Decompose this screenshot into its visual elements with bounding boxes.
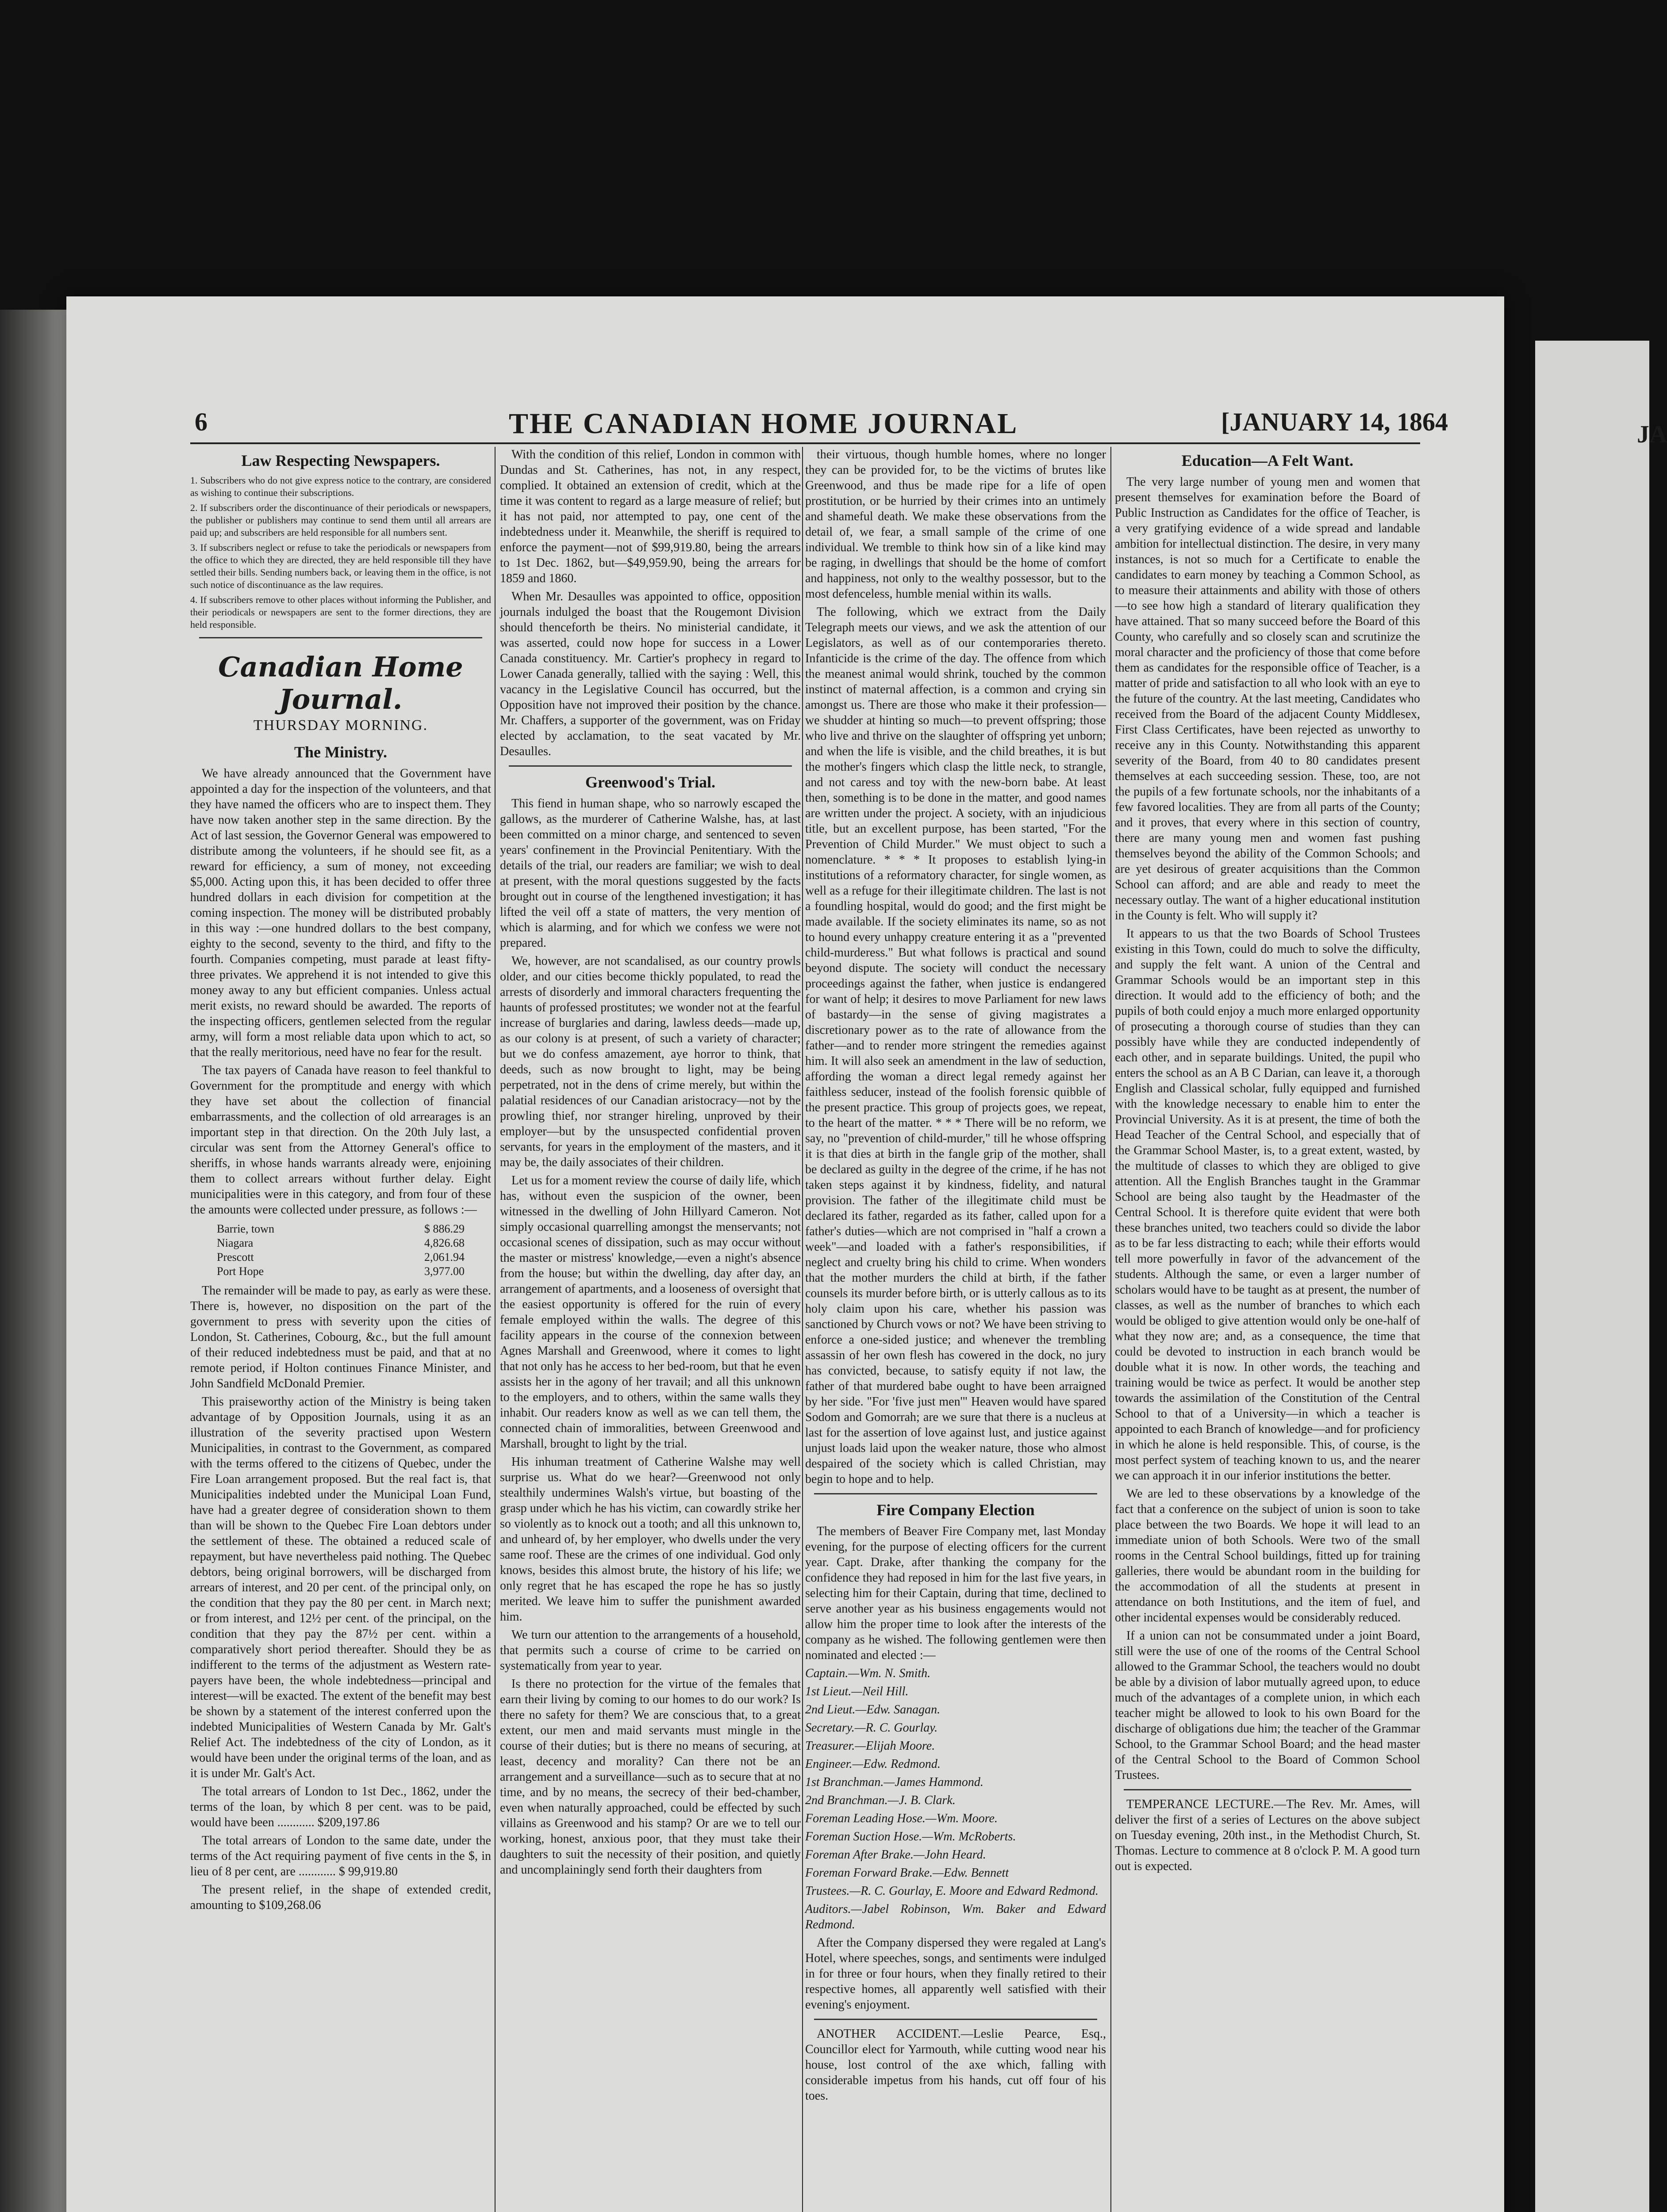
- amount: 2,061.94: [424, 1251, 465, 1263]
- list-item: 1st Lieut.—Neil Hill.: [805, 1685, 909, 1698]
- column-2: [500, 447, 801, 2212]
- paragraph: The total arrears of London to 1st Dec., 1862, under the terms of the loan, by which 8 per cent. was to be paid, would have been ............ $209,197.86: [190, 1785, 491, 1829]
- table-row: [217, 1222, 465, 1236]
- notice-title: Law Respecting Newspapers.: [241, 452, 440, 469]
- divider: [509, 765, 792, 767]
- amount: 3,977.00: [424, 1265, 465, 1278]
- paragraph: Is there no protection for the virtue of the females that earn their living by coming to our homes to do our work? Is there no safety for them? We are conscious that, to a great extent, our men and maid servants must mingle in the course of their duties; but is there no means of securing, at least, decency and morality? Can there not be an arrangement and a surveillance—such as to secure that at no time, and by no means, the secrecy of their bed-chamber, even when naturally approached, could be effected by such villains as Greenwood and his stamp? Or are we to tell our working, honest, anxious poor, that they must take their daughters to suit the necessity of their position, and quietly and uncomplainingly send forth their daughters from: [500, 1677, 801, 1877]
- column-4: [1115, 447, 1420, 2212]
- list-item: Engineer.—Edw. Redmond.: [805, 1757, 941, 1771]
- list-item: Foreman After Brake.—John Heard.: [805, 1848, 986, 1862]
- paragraph: It appears to us that the two Boards of School Trustees existing in this Town, could do much to solve the difficulty, and supply the felt want. A union of the Central and Grammar Schools would be an important step in this direction. It would add to the efficiency of both; and the pupils of both could enjoy a much more enlarged opportunity of prosecuting a thorough course of studies than they can possibly have while they are conducted independently of each other, and in separate buildings. United, the pupil who enters the school as an A B C Darian, can leave it, a thorough English and Classical scholar, fully equipped and furnished with the knowledge necessary to enable him to enter the Provincial University. As it is at present, the time of both the Head Teacher of the Central School, and especially that of the Grammar School Master, is, to a great extent, wasted, by the multitude of classes to which they are obliged to give attention. All the English Branches taught in the Grammar School are being also taught by the Headmaster of the Central School. It is therefore quite evident that were both these branches united, two teachers could so divide the labor as to be far less distracting to each; while their efforts would tell more powerfully in favor of the advancement of the students. Although the same, or even a larger number of scholars would have to be taught as at present, the number of classes, as well as the number of branches to which each would be obliged to give attention would only be one-half of what they now are; and, as a consequence, the time that could be devoted to instruction in each branch would be double what it is now. In other words, the teaching and training would be twice as perfect. It would be another step towards the assimilation of the Constitution of the Central School to that of a University—in which a teacher is appointed to each Branch of knowledge—and for proficiency in which he alone is held responsible. This, of course, is the most perfect system of teaching known to us, and the nearer we can approach it in our inferior institutions the better.: [1115, 927, 1420, 1482]
- paragraph: This praiseworthy action of the Ministry is being taken advantage of by Opposition Journals, using it as an illustration of the severity practised upon Western Municipalities, in contrast to the Government, as compared with the terms offered to the citizens of Quebec, under the Fire Loan arrangement proposed. But the real fact is, that Municipalities indebted under the Municipal Loan Fund, have had a greater degree of consideration shown to them than will be shown to the Quebec Fire Loan debtors under the settlement of these. The obtained a reduced scale of repayment, but have nevertheless paid nothing. The Quebec debtors, being original borrowers, will be discharged from arrears of interest, and 20 per cent. of the principal only, on the condition that they pay the 80 per cent. in March next; or from interest, and 12½ per cent. of the principal, on the condition that they pay the 87½ per cent. within a comparatively short period thereafter. Should they be as indifferent to the terms of the adjustment as Western rate-payers have been, the whole indebtedness—principal and interest—will be exacted. The extent of the benefit may best be shown by a statement of the interest conferred upon the indebted Municipalities of Western Canada by Mr. Galt's Relief Act. The indebtedness of the city of London, as it would have been under the original terms of the loan, and as it is under Mr. Galt's Act.: [190, 1395, 491, 1780]
- left-page-edge: [0, 310, 66, 2212]
- paragraph: The remainder will be made to pay, as early as were these. There is, however, no disposition on the part of the government to press with severity upon the cities of London, St. Catherines, Cobourg, &c., but the full amount of their reduced indebtedness must be paid, and that at no remote period, if Holton continues Finance Minister, and John Sandfield McDonald Premier.: [190, 1284, 491, 1390]
- officers-list: [805, 1666, 1106, 1932]
- article-title: Education—A Felt Want.: [1181, 452, 1354, 469]
- column-rule: [802, 447, 803, 2212]
- paragraph: The total arrears of London to the same date, under the terms of the Act requiring payment of five cents in the $, in lieu of 8 per cent, are ............ $ 99,919.80: [190, 1834, 491, 1878]
- notice-item: 1. Subscribers who do not give express notice to the contrary, are considered as wishing to continue their subscriptions.: [190, 475, 491, 498]
- paragraph: ANOTHER ACCIDENT.—Leslie Pearce, Esq., Councillor elect for Yarmouth, while cutting wood near his house, lost control of the axe which, falling with considerable impetus from his hands, cut off four of his toes.: [805, 2027, 1106, 2103]
- paragraph: We are led to these observations by a knowledge of the fact that a conference on the subject of union is soon to take place between the two Boards. We hope it will lead to an immediate union of both Schools. Were two of the small rooms in the Central School buildings, fitted up for training galleries, there would be abundant room in the building for the accommodation of all the students at present in attendance on both Institutions, and the item of fuel, and other incidental expenses would be considerably reduced.: [1115, 1487, 1420, 1624]
- adjacent-page: [1535, 341, 1649, 2212]
- list-item: 2nd Branchman.—J. B. Clark.: [805, 1793, 956, 1807]
- paragraph: With the condition of this relief, London in common with Dundas and St. Catherines, has not, in any respect, complied. It obtained an extension of credit, which at the time it was content to regard as a large measure of relief; but it has not paid, nor attempted to pay, one cent of the indebtedness under it. Meanwhile, the sheriff is required to enforce the payment—not of $99,919.80, being the arrears to 1st Dec. 1862, but—$49,959.90, being the arrears for 1859 and 1860.: [500, 448, 801, 585]
- list-item: Foreman Leading Hose.—Wm. Moore.: [805, 1812, 998, 1825]
- table-row: [217, 1236, 465, 1250]
- paragraph: their virtuous, though humble homes, where no longer they can be provided for, to be the victims of brutes like Greenwood, and thus be made ripe for a life of open prostitution, or be hurried by their crimes into an untimely and shameful death. We make these observations from the detail of, we fear, a small sample of the crime of one individual. We tremble to think how sin of a like kind may be raging, in dwellings that should be the home of comfort and happiness, not only to the wealthy possessor, but to the most defenceless, humble menial within its walls.: [805, 448, 1106, 601]
- paragraph: This fiend in human shape, who so narrowly escaped the gallows, as the murderer of Catherine Walshe, has, at last been committed on a minor charge, and sentenced to seven years' confinement in the Provincial Penitentiary. With the details of the trial, our readers are familiar; we wish to deal at present, with the moral questions suggested by the facts brought out in course of the lengthened investigation; it has lifted the veil off a state of matters, the very mention of which is alarming, and for which we confess we were not prepared.: [500, 797, 801, 950]
- list-item: Secretary.—R. C. Gourlay.: [805, 1721, 938, 1735]
- paragraph: If a union can not be consummated under a joint Board, still were the use of one of the rooms of the Central School allowed to the Grammar School, the teachers would no doubt be able by a division of labor mutually agreed upon, to educe much of the advantages of a complete union, in which each teacher might be allowed to look to his own Board for the discharge of obligations due him; the teacher of the Grammar School, to the Grammar School Board; and the head master of the Central School to the Board of Common School Trustees.: [1115, 1629, 1420, 1782]
- header-rule: [190, 442, 1420, 444]
- place: Niagara: [217, 1237, 254, 1249]
- list-item: Treasurer.—Elijah Moore.: [805, 1739, 935, 1753]
- amount: 4,826.68: [424, 1237, 465, 1249]
- place: Barrie, town: [217, 1222, 274, 1235]
- list-item: 1st Branchman.—James Hammond.: [805, 1775, 983, 1789]
- place: Prescott: [217, 1251, 254, 1263]
- divider: [199, 637, 482, 638]
- paragraph: Let us for a moment review the course of daily life, which has, without even the suspicion of the owner, been witnessed in the dwelling of John Hillyard Cameron. Not simply occasional quarrelling amongst the menservants; not occasional scenes of dissipation, such as may occur without the master or mistress' knowledge,—even a night's absence from the house; but within the dwelling, day after day, an arrangement of apartments, and a looseness of oversight that the easiest opportunity is offered for the ruin of every female employed within the walls. The degree of this facility appears in the course of the connexion between Agnes Marshall and Greenwood, where it comes to light that not only has he access to her bed-room, but that he even assists her in the agony of her travail; and all this unknown to the employers, and to others, within the same walls they inhabit. Our readers know as well as we can tell them, the connected chain of immoralities, between Greenwood and Marshall, brought to light by the trial.: [500, 1174, 801, 1451]
- article-title: Greenwood's Trial.: [585, 773, 715, 791]
- paragraph: We, however, are not scandalised, as our country prowls older, and our cities become thickly populated, to read the arrests of disorderly and immoral characters frequenting the haunts of professed prostitutes; we wonder not at the fearful increase of burglaries and daring, lawless deeds—made up, as our colony is at present, of such a variety of character; but we do confess amazement, aye horror to think, that deeds, such as now brought to light, may be being perpetrated, not in the dens of crime merely, but within the palatial residences of our Canadian aristocracy—not by the prowling thief, nor stranger hireling, unproved by their employer—but by the unsuspected confidential proven servants, for years in the employment of the masters, and it may be, the daily associates of their children.: [500, 954, 801, 1169]
- article-title: Fire Company Election: [876, 1501, 1035, 1519]
- paragraph: We have already announced that the Government have appointed a day for the inspection of the volunteers, and that they have named the officers who are to inspect them. They have now taken another step in the same direction. By the Act of last session, the Governor General was empowered to distribute among the volunteers, if he should see fit, as a reward for efficiency, a sum of money, not exceeding $5,000. Acting upon this, it has been decided to offer three hundred dollars in each division for competition at the coming inspection. The money will be distributed probably in this way :—one hundred dollars to the best company, eighty to the second, seventy to the third, and fifty to the fourth. Companies competing, must parade at least fifty-three privates. We apprehend it is not intended to give this money away to any but efficient companies. Unless actual merit exists, no reward should be awarded. The reports of the inspecting officers, gentlemen selected from the regular army, will form a most reliable data upon which to act, so that the really meritorious, need have no fear for the result.: [190, 767, 491, 1059]
- list-item: 2nd Lieut.—Edw. Sanagan.: [805, 1703, 941, 1717]
- paragraph: After the Company dispersed they were regaled at Lang's Hotel, where speeches, songs, and sentiments were indulged in for three or four hours, when they finally retired to their respective homes, all apparently well satisfied with their evening's enjoyment.: [805, 1936, 1106, 2012]
- notice-item: 4. If subscribers remove to other places without informing the Publisher, and their periodicals or newspapers are sent to the former directions, they are held responsible.: [190, 594, 491, 630]
- paragraph: When Mr. Desaulles was appointed to office, opposition journals indulged the boast that the Rougemont Division should thenceforth be theirs. No ministerial candidate, it was asserted, could now hope for success in a Lower Canada constituency. Mr. Cartier's prophecy in regard to Lower Canada generally, tallied with the saying : Well, this vacancy in the Legislative Council has occurred, but the Opposition have not improved their position by the chance. Mr. Chaffers, a supporter of the government, was on Friday elected by acclamation, to the seat vacated by Mr. Desaulles.: [500, 590, 801, 758]
- notice-item: 3. If subscribers neglect or refuse to take the periodicals or newspapers from the office to which they are directed, they are held responsible till they have settled their bills. Sending numbers back, or leaving them in the office, is not such notice of discontinuance as the law requires.: [190, 542, 491, 590]
- paragraph: His inhuman treatment of Catherine Walshe may well surprise us. What do we hear?—Greenwood not only stealthily undermines Walsh's virtue, but boasting of the grasp under which he has his victim, can cowardly strike her so violently as to knock out a tooth; and all this unknown to, and unheard of, by her employer, who dwells under the very same roof. These are the crimes of one individual. God only knows, besides this almost brute, the history of his life; we only regret that he has escaped the rope he has so justly merited. We leave him to suffer the punishment awarded him.: [500, 1455, 801, 1624]
- table-row: [217, 1250, 465, 1264]
- column-3: [805, 447, 1106, 2212]
- table-row: [217, 1264, 465, 1279]
- paragraph: TEMPERANCE LECTURE.—The Rev. Mr. Ames, will deliver the first of a series of Lectures on the above subject on Tuesday evening, 20th inst., in the Methodist Church, St. Thomas. Lecture to commence at 8 o'clock P. M. A good turn out is expected.: [1115, 1797, 1420, 1873]
- paper-title: Canadian Home Journal.: [218, 651, 463, 715]
- next-page-header-fragment: JA: [1637, 421, 1667, 448]
- list-item: Foreman Suction Hose.—Wm. McRoberts.: [805, 1830, 1016, 1843]
- paragraph: The present relief, in the shape of extended credit, amounting to $109,268.06: [190, 1883, 491, 1912]
- paragraph: The following, which we extract from the Daily Telegraph meets our views, and we ask the attention of our Legislators, as well as of our contemporaries thereto. Infanticide is the crime of the day. The offence from which the meanest animal would shrink, touched by the common instinct of maternal affection, is a common and crying sin amongst us. There are those who make it their profession—we shudder at hinting so much—to prevent offspring; those who live and thrive on the slaughter of offspring yet unborn; and when the life is visible, and the child breathes, it is but the mother's fingers which clasp the little neck, to strangle, and not caress and toy with the new-born babe. At least then, something is to be done in the matter, and good names are written under the project. A society, with an injudicious title, but an excellent purpose, has been started, "For the Prevention of Child Murder." We must object to such a nomenclature. * * * It proposes to establish lying-in institutions of a reformatory character, for single women, as well as a refuge for their illegitimate children. The last is not a foundling hospital, would do good; and the first might be made available. If the society eliminates its name, so as not to hound every unhappy creature entering it as a "prevented child-murderess." But what follows is practical and sound beyond dispute. The society will conduct the necessary proceedings against the father, when justice is endangered for want of help; it desires to move Parliament for new laws of bastardy—in the sense of giving magistrates a discretionary power as to the rate of allowance from the father—and to render more stringent the remedies against him. It will also seek an amendment in the law of seduction, affording the woman a direct legal remedy against her faithless seducer, instead of the foolish forensic quibble of the present practice. This group of projects goes, we repeat, to the heart of the matter. * * * There will be no reform, we say, no "prevention of child-murder," till he whose offspring it is that dies at birth in the fangle grip of the mother, shall be declared as guilty in the degree of the crime, if he has not taken steps against it by kindness, fidelity, and natural provision. The father of the illegitimate child must be declared its father, regarded as its father, called upon for a father's duties—which are not comprised in "half a crown a week"—and loaded with a father's responsibilities, if neglect and cruelty bring his child to crime. When wonders that the mother murders the child at birth, if the father counsels its murder before birth, or is utterly callous as to its holy claim upon his care, whether his passion was sanctioned by Church vows or not? We have been striving to enforce a one-sided justice; and whenever the trembling assassin of her own flesh has cowered in the dock, no jury has convicted, because, to satisfy equity if not law, the father of that murdered babe ought to have been arraigned by her side. "For 'five just men'" Heaven would have spared Sodom and Gomorrah; are we sure that there is a nucleus at last for the assertion of love against lust, and justice against unjust loads laid upon the weaker nature, those who almost despaired of the society which is called Christian, may begin to hope and to help.: [805, 605, 1106, 1486]
- amount: $ 886.29: [424, 1222, 465, 1235]
- paragraph: The members of Beaver Fire Company met, last Monday evening, for the purpose of electing officers for the current year. Capt. Drake, after thanking the company for the confidence they had reposed in him for the last five years, in selecting him for their Captain, during that time, declined to serve another year as his business engagements would not allow him the proper time to look after the interests of the company as he wished. The following gentlemen were then nominated and elected :—: [805, 1525, 1106, 1662]
- divider: [814, 1493, 1097, 1494]
- place: Port Hope: [217, 1265, 264, 1278]
- list-item: Trustees.—R. C. Gourlay, E. Moore and Edward Redmond.: [805, 1884, 1099, 1898]
- page-number: 6: [195, 407, 207, 436]
- article-title: The Ministry.: [294, 743, 387, 761]
- column-rule: [1110, 447, 1111, 2212]
- paragraph: The very large number of young men and women that present themselves for examination before the Board of Public Instruction as Candidates for the office of Teacher, is a very gratifying evidence of a wide spread and landable ambition for intellectual distinction. The desire, in very many instances, is not so much for a Certificate to enable the candidates to earn money by teaching a Common School, as to measure their attainments and ability with those of others—to see how high a standard of literary qualification they have attained. That so many succeed before the Board of this County, who carefully and so closely scan and scrutinize the moral character and the proficiency of those that come before them as candidates for the responsible office of Teacher, is a matter of pride and satisfaction to all who look with an eye to the future of the country. At the last meeting, Candidates who received from the Board of the adjacent County Middlesex, First Class Certificates, have been rejected as unworthy to receive any in this County. Notwithstanding this apparent severity of the Board, from 40 to 80 candidates present themselves at each succeeding session. These, too, are not the pupils of a few fortunate schools, nor the inhabitants of a few favored localities. They are from all parts of the County; and it proves, that every where in this section of country, there are many young men and women fast pushing themselves beyond the ability of the Common Schools; and are yet desirous of greater acquisitions than the Common School can afford; and are able and ready to meet the necessary outlay. The want of a higher educational institution in the County is felt. Who will supply it?: [1115, 475, 1420, 922]
- list-item: Foreman Forward Brake.—Edw. Bennett: [805, 1866, 1009, 1880]
- column-1: [190, 447, 491, 2212]
- collections-table: [217, 1222, 465, 1279]
- day-line: THURSDAY MORNING.: [253, 717, 428, 733]
- notice-item: 2. If subscribers order the discontinuance of their periodicals or newspapers, the publisher or publishers may continue to send them until all arrears are paid up; and subscribers are held responsible for all numbers sent.: [190, 502, 491, 538]
- paragraph: The tax payers of Canada have reason to feel thankful to Government for the promptitude and energy with which they have set about the collection of financial embarrassments, and the collection of old arrearages is an important step in that direction. On the 20th July last, a circular was sent from the Attorney General's office to sheriffs, in whose hands warrants already were, enjoining them to collect arrears without further delay. Eight municipalities were in this category, and from four of these the amounts were collected under pressure, as follows :—: [190, 1064, 491, 1217]
- divider: [814, 2019, 1097, 2020]
- masthead: THE CANADIAN HOME JOURNAL: [509, 407, 1018, 440]
- list-item: Auditors.—Jabel Robinson, Wm. Baker and Edward Redmond.: [805, 1902, 1106, 1932]
- paragraph: We turn our attention to the arrangements of a household, that permits such a course of crime to be carried on systematically from year to year.: [500, 1628, 801, 1673]
- issue-date: [JANUARY 14, 1864: [1221, 407, 1448, 436]
- divider: [1124, 1789, 1411, 1790]
- list-item: Captain.—Wm. N. Smith.: [805, 1667, 931, 1680]
